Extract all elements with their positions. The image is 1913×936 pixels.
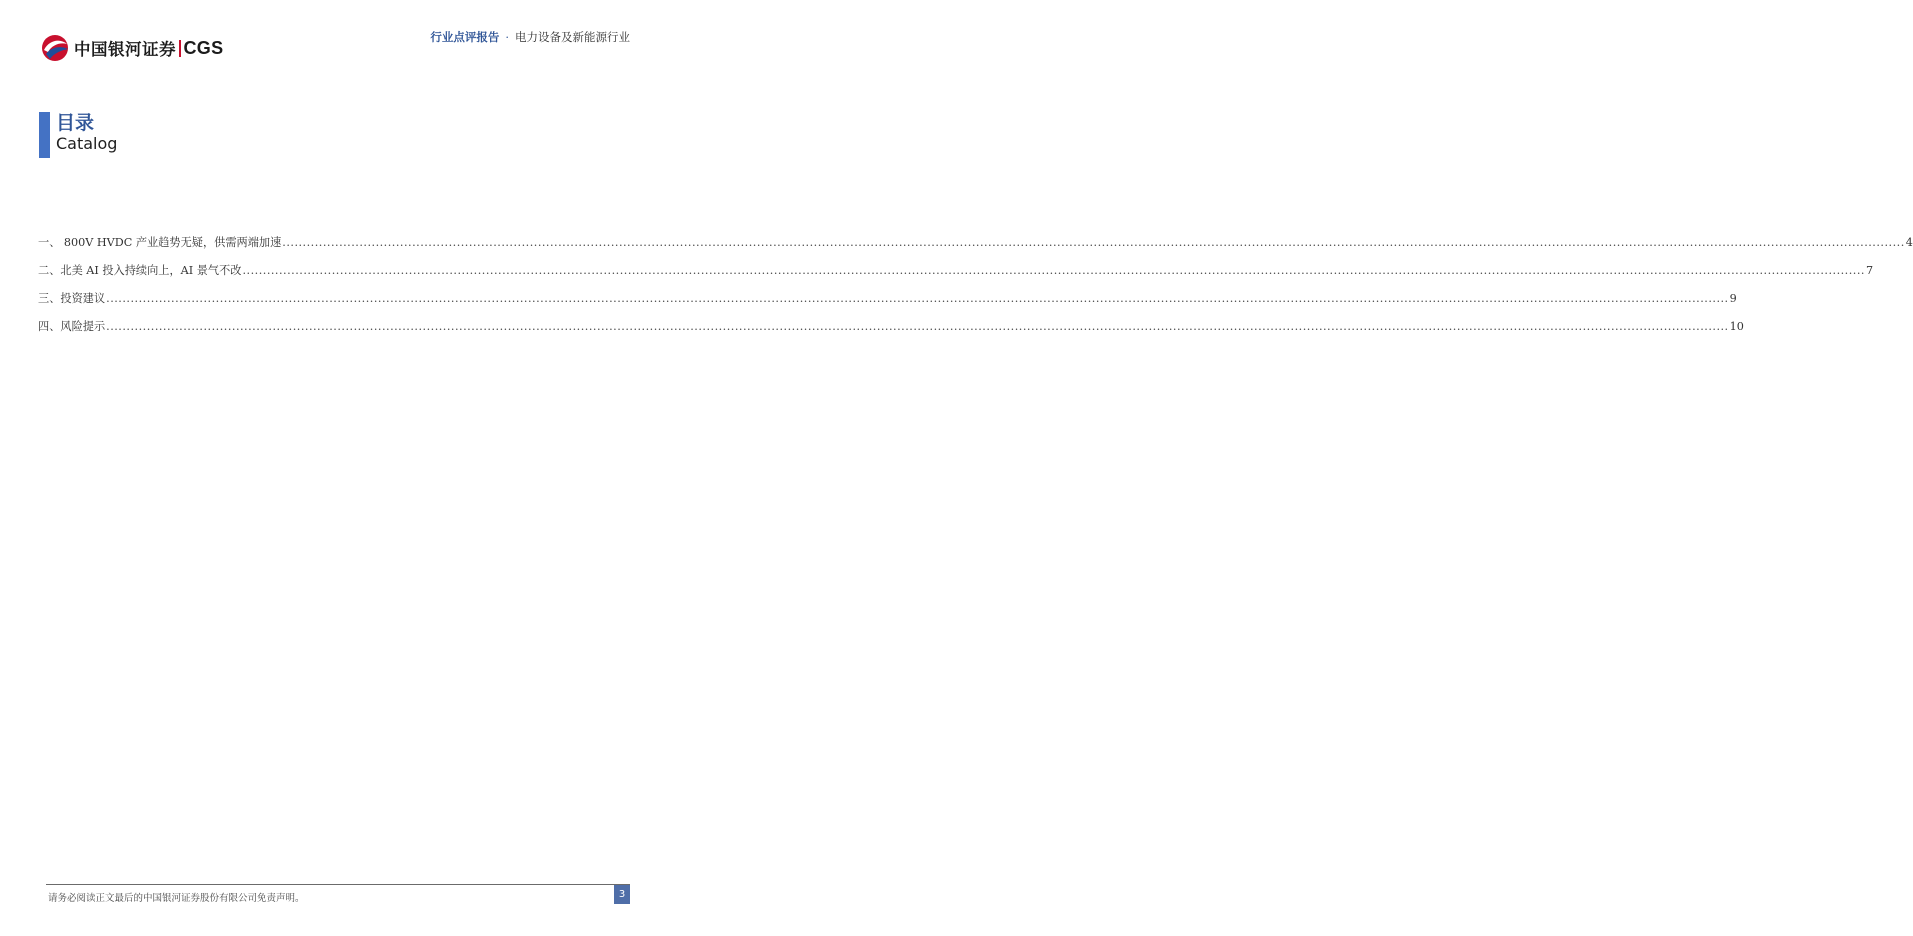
footer-divider: [46, 884, 630, 885]
toc-entry[interactable]: [38, 262, 1874, 290]
toc-leader-dots: ................................................................................................................................................................................................................................................................................................................................................................................................................: [106, 320, 1729, 333]
report-type: 行业点评报告: [430, 30, 500, 44]
cgs-logo-icon: [40, 34, 70, 62]
report-header: [430, 29, 630, 45]
toc-leader-dots: ................................................................................................................................................................................................................................................................................................................................................................................................................: [282, 236, 1905, 249]
toc-leader-dots: ................................................................................................................................................................................................................................................................................................................................................................................................................: [242, 264, 1865, 277]
toc-title: 目录: [56, 112, 95, 134]
toc-entry-page[interactable]: 7: [1865, 264, 1874, 277]
logo-divider: [179, 40, 181, 57]
logo-chinese-name: 中国银河证券: [74, 40, 176, 59]
toc-entry-page[interactable]: 4: [1905, 236, 1913, 249]
toc-entry-label[interactable]: 三、投资建议: [38, 292, 106, 305]
toc-entry-page[interactable]: 10: [1729, 320, 1744, 333]
toc-accent-bar: [39, 112, 50, 158]
toc-entry-label[interactable]: 二、北美 AI 投入持续向上，AI 景气不改: [38, 264, 242, 277]
toc-entry-label[interactable]: 四、风险提示: [38, 320, 106, 333]
toc-entry[interactable]: [38, 290, 1737, 318]
toc-entry[interactable]: [38, 234, 1913, 262]
page-number-badge: 3: [614, 885, 630, 904]
footer-disclaimer: 请务必阅读正文最后的中国银河证券股份有限公司免责声明。: [48, 893, 305, 904]
header-separator: ·: [505, 30, 509, 44]
toc-subtitle: Catalog: [56, 134, 118, 153]
toc-entry[interactable]: [38, 318, 1744, 346]
brand-logo: [40, 34, 223, 62]
logo-english-name: CGS: [183, 37, 224, 58]
toc-entry-page[interactable]: 9: [1729, 292, 1737, 305]
toc-list: [38, 234, 1913, 346]
toc-leader-dots: ................................................................................................................................................................................................................................................................................................................................................................................................................: [106, 292, 1729, 305]
industry-name: 电力设备及新能源行业: [515, 30, 630, 44]
toc-entry-label[interactable]: 一、 800V HVDC 产业趋势无疑，供需两端加速: [38, 236, 282, 249]
